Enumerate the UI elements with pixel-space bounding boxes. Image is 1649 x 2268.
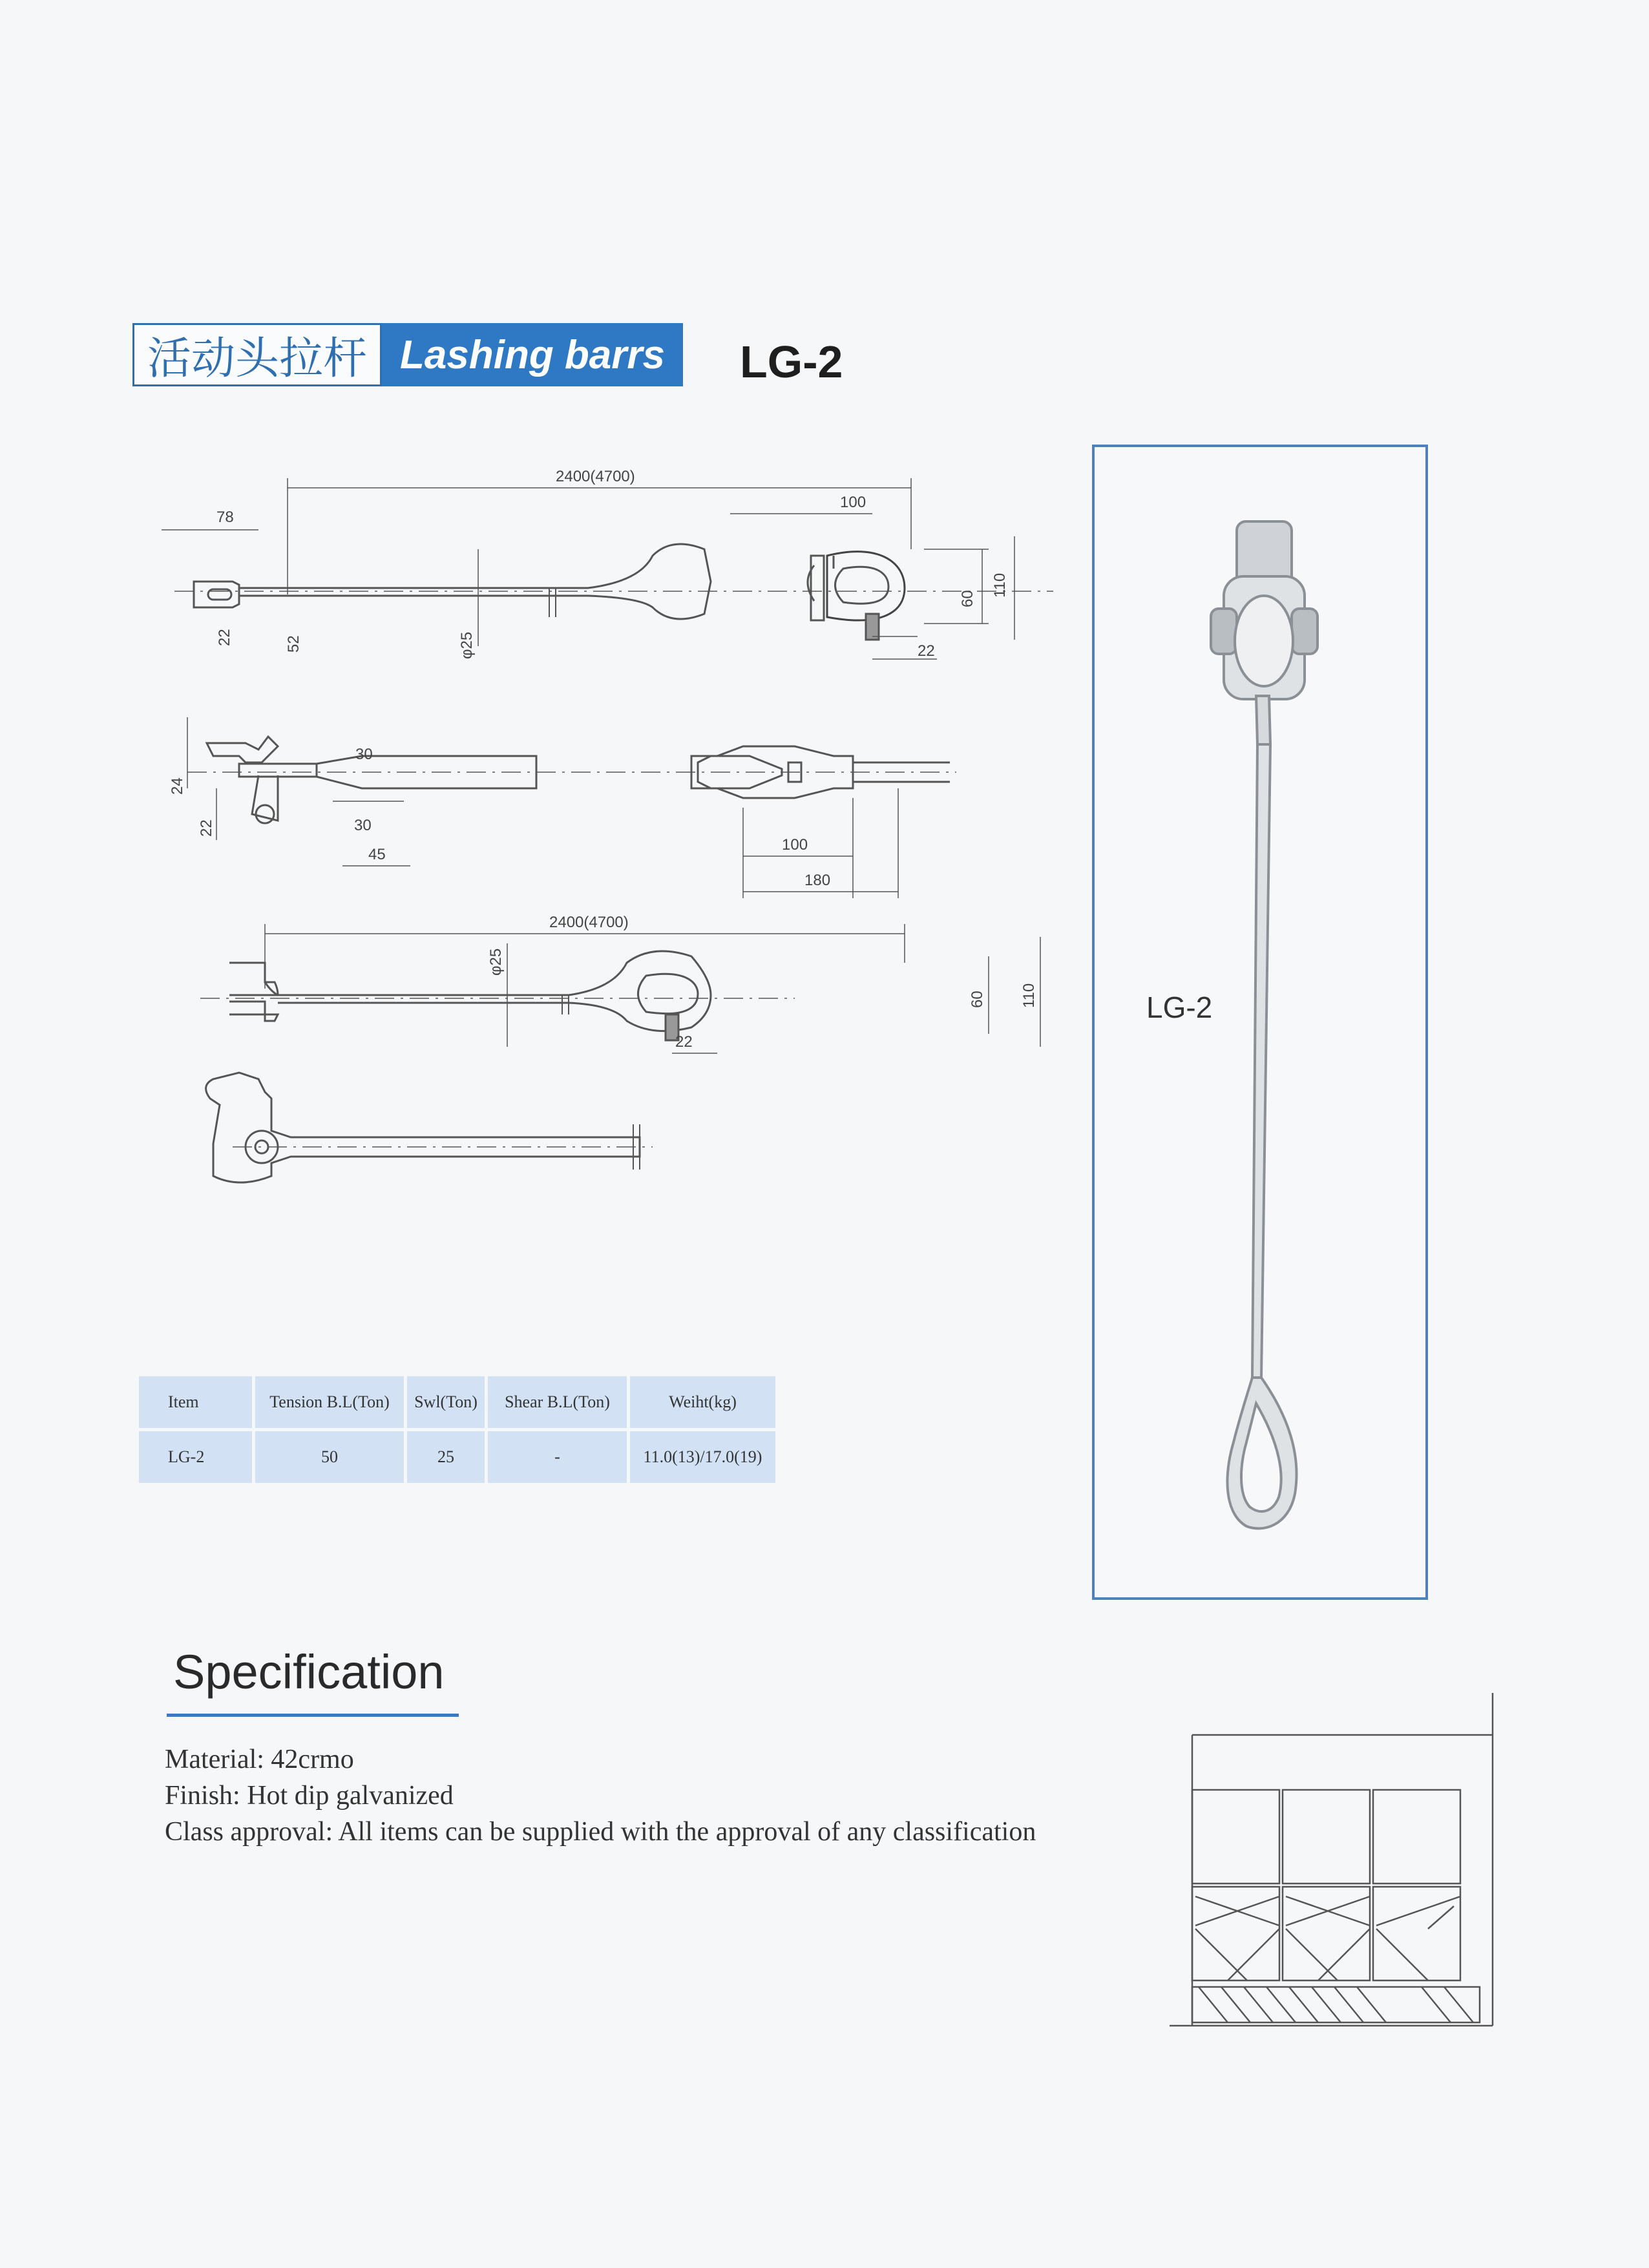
dim-d1-h110: 110 <box>991 572 1009 598</box>
table-header-row <box>139 1376 775 1428</box>
dim-d2-45: 45 <box>368 846 386 863</box>
spec-finish: Finish: Hot dip galvanized <box>165 1781 454 1811</box>
dim-d2-24: 24 <box>169 777 186 795</box>
drawing-1-top-view <box>174 544 1053 640</box>
dim-d1-h60: 60 <box>959 590 976 607</box>
td-item: LG-2 <box>139 1431 252 1483</box>
container-lashing-illustration <box>1150 1683 1499 2045</box>
specification-underline <box>167 1714 459 1717</box>
td-tension: 50 <box>255 1431 404 1483</box>
td-shear: - <box>488 1431 627 1483</box>
drawing-4-head-detail <box>206 1073 653 1182</box>
dim-d2-22: 22 <box>198 819 215 837</box>
dim-d3-length: 2400(4700) <box>549 914 629 931</box>
page-header <box>132 323 843 387</box>
product-photo-frame <box>1092 445 1428 1600</box>
model-code: LG-2 <box>740 337 843 387</box>
dim-d1-22a: 22 <box>216 629 233 646</box>
th-swl: Swl(Ton) <box>407 1376 485 1428</box>
dim-d1-eye: 100 <box>840 494 867 511</box>
th-item: Item <box>139 1376 252 1428</box>
title-english: Lashing barrs <box>382 323 683 386</box>
lashing-bar-illustration <box>1095 447 1425 1597</box>
dim-d3-h110: 110 <box>1020 983 1038 1008</box>
dim-d3-22: 22 <box>675 1033 693 1051</box>
dim-d3-25: φ25 <box>487 948 505 976</box>
dim-d2-30a: 30 <box>355 746 373 763</box>
table-row <box>139 1431 775 1483</box>
dim-d3-h60: 60 <box>969 991 986 1008</box>
specification-lines <box>165 1741 1036 1850</box>
photo-label: LG-2 <box>1146 991 1213 1024</box>
drawing-2-detail-view <box>187 737 956 823</box>
dim-d1-25: φ25 <box>458 631 476 659</box>
dim-d1-left: 78 <box>216 509 234 526</box>
td-swl: 25 <box>407 1431 485 1483</box>
specification-title: Specification <box>173 1645 445 1699</box>
spec-table <box>136 1373 779 1486</box>
dim-d2-100: 100 <box>782 836 808 854</box>
th-weight: Weiht(kg) <box>630 1376 775 1428</box>
dim-d2-180: 180 <box>804 872 831 889</box>
technical-drawings <box>149 452 1066 1195</box>
td-weight: 11.0(13)/17.0(19) <box>630 1431 775 1483</box>
th-shear: Shear B.L(Ton) <box>488 1376 627 1428</box>
spec-approval: Class approval: All items can be supplied with the approval of any classification <box>165 1817 1036 1847</box>
title-chinese: 活动头拉杆 <box>132 323 382 386</box>
dim-d1-22b: 22 <box>918 642 935 660</box>
dim-d1-length: 2400(4700) <box>556 468 635 485</box>
th-tension: Tension B.L(Ton) <box>255 1376 404 1428</box>
spec-material: Material: 42crmo <box>165 1745 354 1774</box>
dim-d1-52: 52 <box>285 635 302 653</box>
dim-d2-30b: 30 <box>354 817 372 834</box>
